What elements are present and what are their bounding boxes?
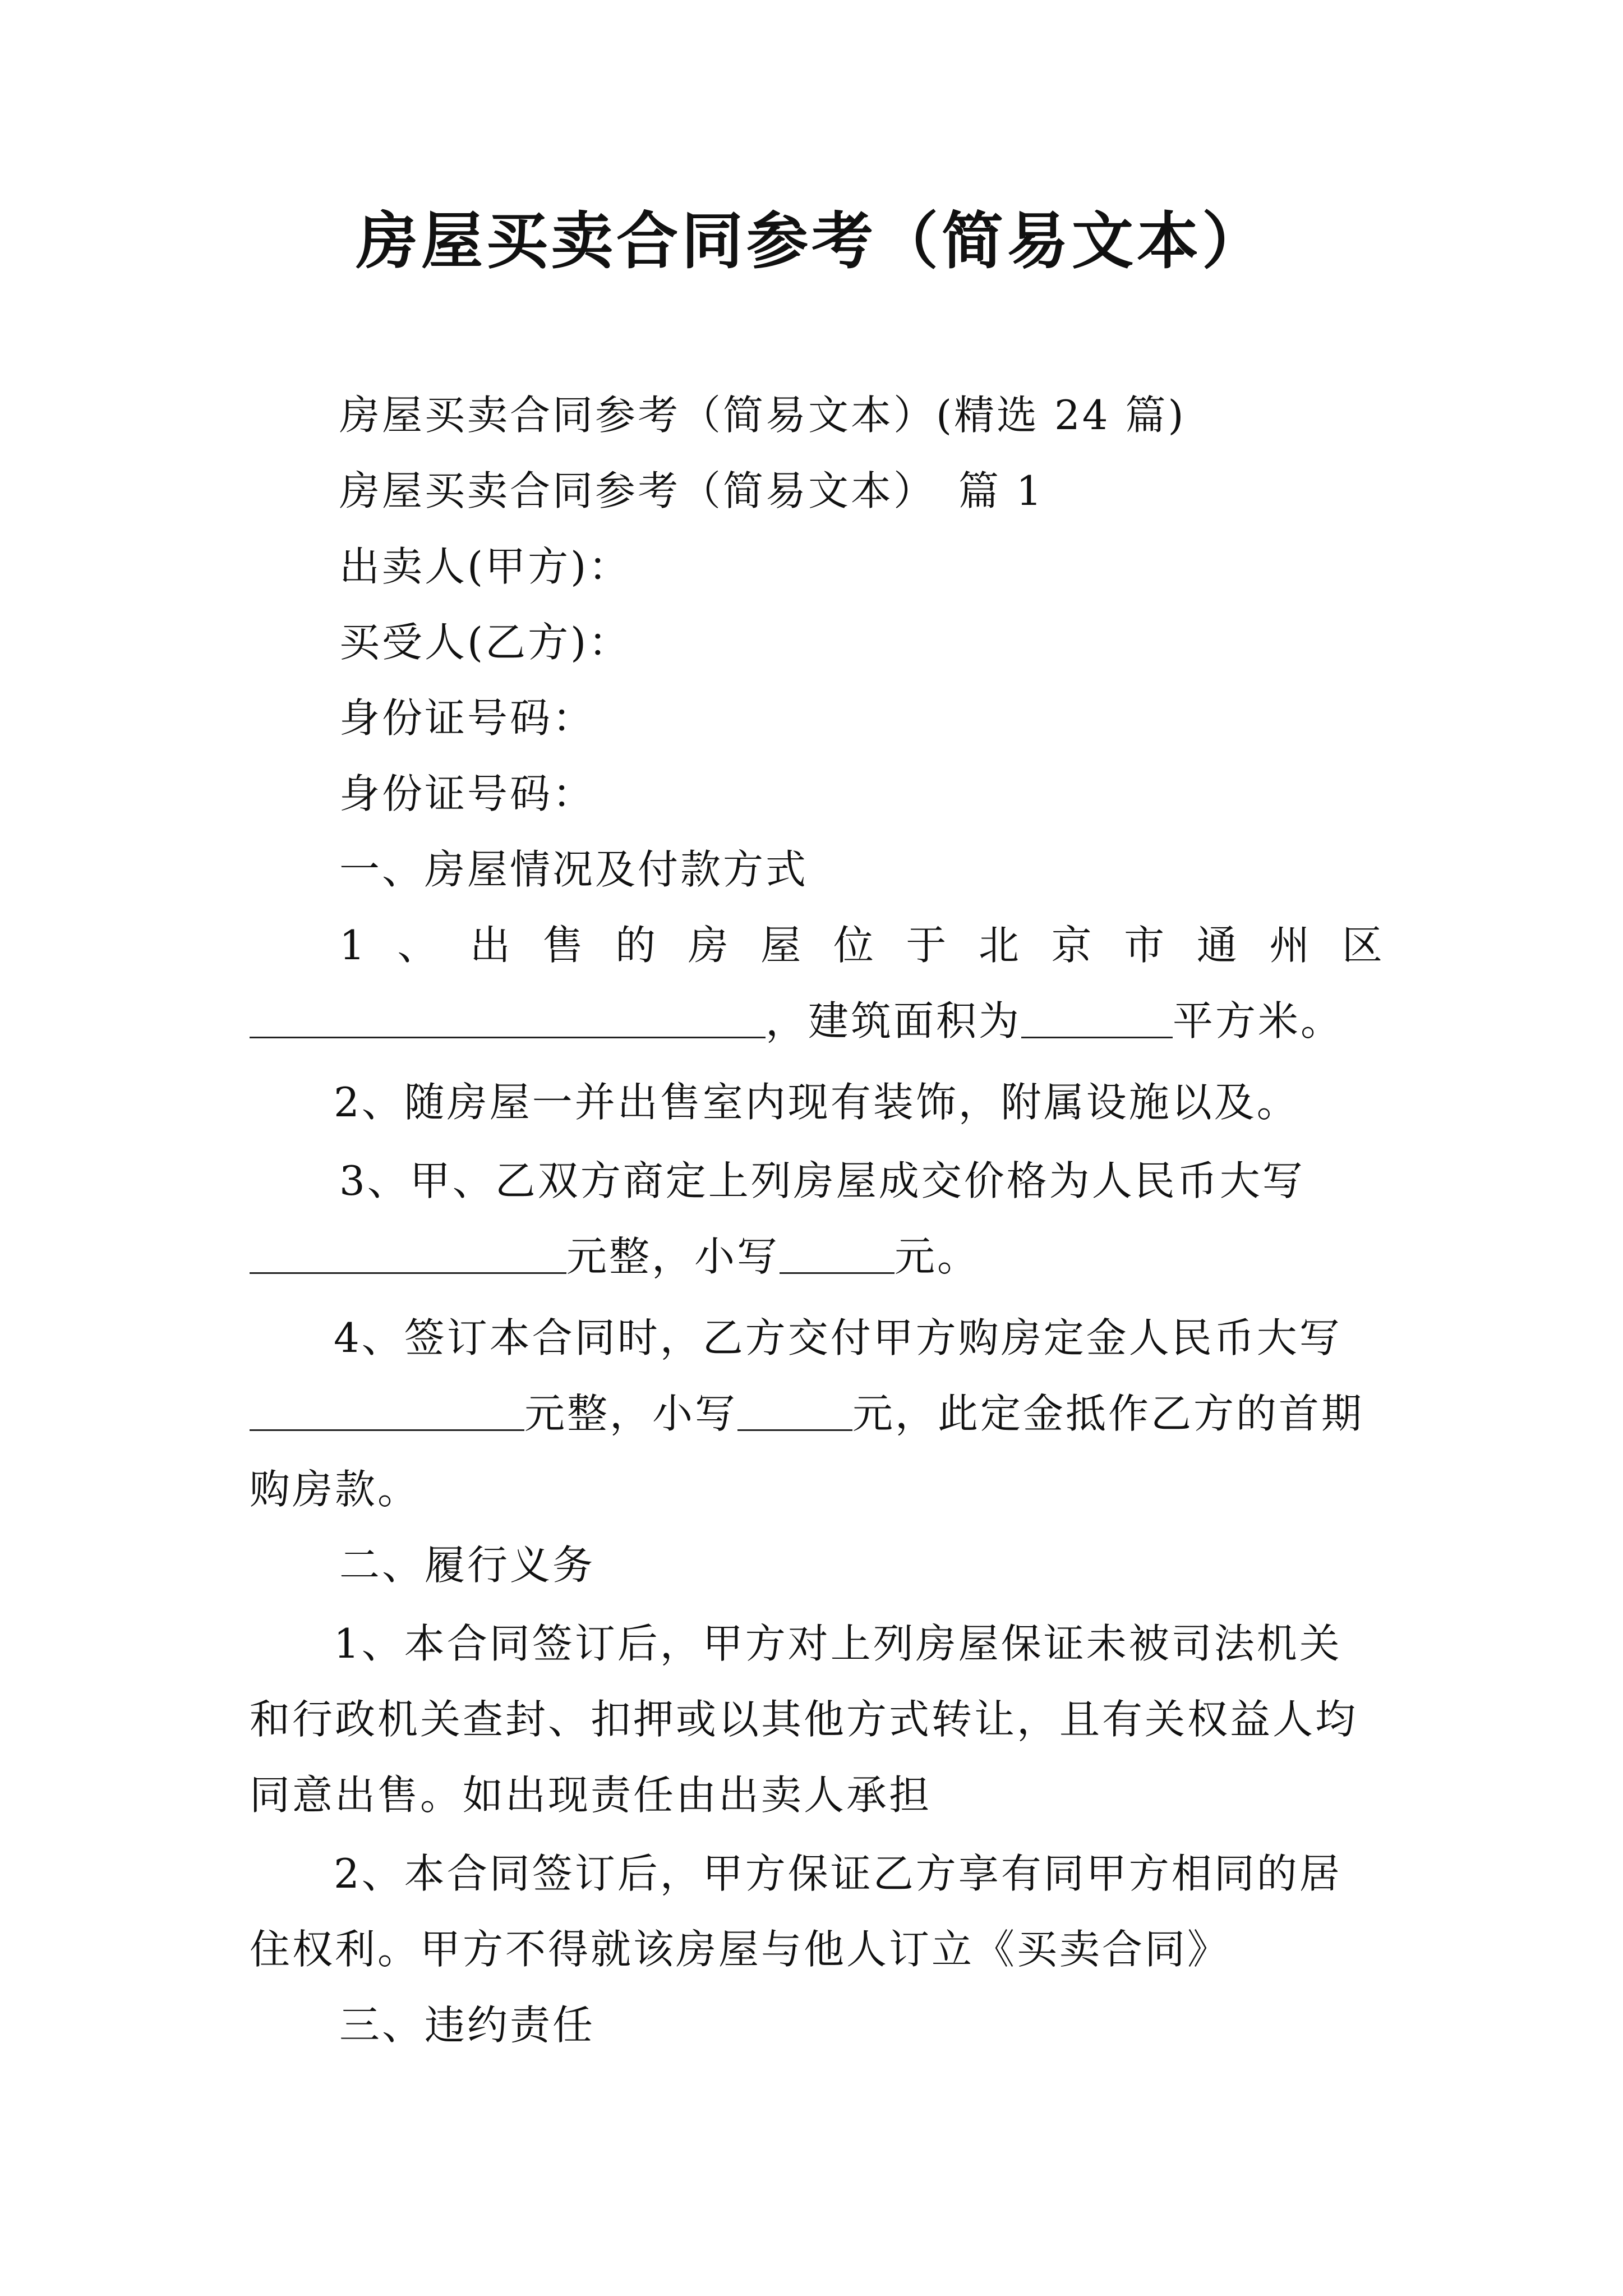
item-4-line-2 xyxy=(250,1386,1364,1442)
deposit-figures-blank xyxy=(737,1386,852,1431)
area-unit: 平方米。 xyxy=(1173,997,1344,1045)
document-subtitle: 房屋买卖合同参考（简易文本）(精选 24 篇) xyxy=(339,392,1186,439)
s2-item-1-line-1: 1、本合同签订后，甲方对上列房屋保证未被司法机关 xyxy=(334,1620,1342,1667)
s2-item-1-line-3: 同意出售。如出现责任由出卖人承担 xyxy=(250,1772,932,1819)
price-label: 元整，小写 xyxy=(566,1233,780,1280)
buyer-field: 买受人(乙方)： xyxy=(339,619,631,666)
item-1-char: 房 xyxy=(688,922,728,969)
item-1-char: 、 xyxy=(397,922,438,969)
document-title: 房屋买卖合同参考（简易文本） xyxy=(356,205,1267,277)
item-1-line-2 xyxy=(250,993,1343,1049)
item-1-char: 售 xyxy=(542,922,583,969)
deposit-label: 元整，小写 xyxy=(524,1390,738,1437)
section-2-heading: 二、履行义务 xyxy=(339,1542,596,1589)
item-1-char: 位 xyxy=(833,922,874,969)
item-1-line-1 xyxy=(339,917,1382,973)
section-3-heading: 三、违约责任 xyxy=(339,2001,596,2049)
item-4-line-3: 购房款。 xyxy=(250,1466,421,1513)
s2-item-2-line-1: 2、本合同签订后，甲方保证乙方享有同甲方相同的居 xyxy=(334,1850,1342,1897)
s2-item-1-line-2: 和行政机关查封、扣押或以其他方式转让，且有关权益人均 xyxy=(250,1696,1358,1743)
item-2: 2、随房屋一并出售室内现有装饰，附属设施以及。 xyxy=(334,1079,1299,1126)
section-1-heading: 一、房屋情况及付款方式 xyxy=(339,846,809,893)
item-1-char: 北 xyxy=(979,922,1020,969)
area-blank xyxy=(1021,993,1173,1038)
item-1-char: 市 xyxy=(1124,922,1165,969)
s2-item-2-line-2: 住权利。甲方不得就该房屋与他人订立《买卖合同》 xyxy=(250,1926,1230,1973)
item-1-char: 通 xyxy=(1196,922,1237,969)
area-label: ，建筑面积为 xyxy=(766,997,1022,1045)
seller-field: 出卖人(甲方)： xyxy=(339,543,631,590)
seller-id-field: 身份证号码： xyxy=(339,694,596,742)
deposit-note: 元，此定金抵作乙方的首期 xyxy=(852,1390,1364,1437)
item-1-char: 区 xyxy=(1341,922,1382,969)
price-words-blank xyxy=(250,1228,566,1274)
address-blank xyxy=(250,993,766,1038)
item-1-char: 京 xyxy=(1051,922,1092,969)
deposit-words-blank xyxy=(250,1386,524,1431)
item-1-char: 州 xyxy=(1269,922,1310,969)
item-3-line-2 xyxy=(250,1228,980,1285)
chapter-heading: 房屋买卖合同参考（简易文本） 篇 1 xyxy=(339,467,1044,514)
item-1-char: 于 xyxy=(906,922,947,969)
price-figures-blank xyxy=(780,1228,895,1274)
item-1-char: 1 xyxy=(339,922,365,969)
item-4-line-1: 4、签订本合同时，乙方交付甲方购房定金人民币大写 xyxy=(334,1314,1342,1361)
price-unit: 元。 xyxy=(895,1233,980,1280)
item-3-line-1: 3、甲、乙双方商定上列房屋成交价格为人民币大写 xyxy=(339,1157,1305,1204)
item-1-char: 出 xyxy=(469,922,510,969)
buyer-id-field: 身份证号码： xyxy=(339,770,596,817)
item-1-char: 屋 xyxy=(760,922,801,969)
item-1-char: 的 xyxy=(615,922,656,969)
